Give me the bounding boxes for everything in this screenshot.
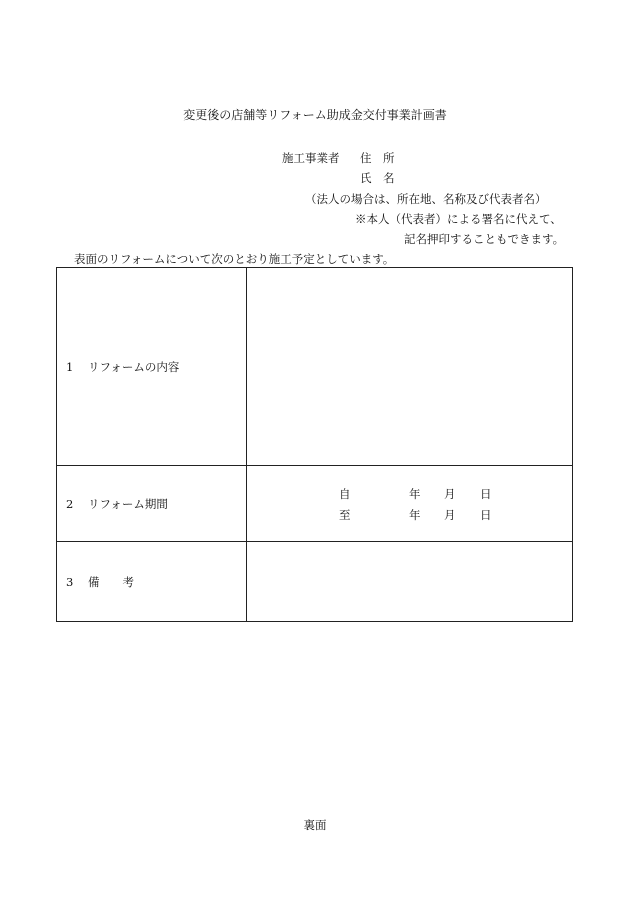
- row-label: [57, 542, 247, 622]
- address-label: 住 所: [360, 151, 395, 165]
- plan-table: [56, 267, 573, 622]
- row-number: 1: [66, 359, 74, 374]
- name-label: 氏 名: [360, 171, 395, 185]
- remarks-field[interactable]: [247, 542, 573, 622]
- period-block: [247, 466, 572, 541]
- row-label-text: 備 考: [88, 574, 134, 589]
- intro-text: 表面のリフォームについて次のとおり施工予定としています。: [74, 252, 395, 266]
- period-to-year: 年: [409, 508, 421, 522]
- corporation-note: （法人の場合は、所在地、名称及び代表者名）: [305, 192, 547, 206]
- period-to-month: 月: [444, 508, 456, 522]
- reform-period-field[interactable]: [247, 466, 573, 542]
- applicant-label: 施工事業者: [282, 151, 340, 165]
- reform-content-field[interactable]: [247, 268, 573, 466]
- table-row: [57, 542, 573, 622]
- document-title: 変更後の店舗等リフォーム助成金交付事業計画書: [183, 108, 447, 122]
- row-label-text: リフォームの内容: [88, 359, 180, 374]
- period-from-day: 日: [480, 487, 492, 501]
- row-label: [57, 466, 247, 542]
- table-row: [57, 466, 573, 542]
- row-label-text: リフォーム期間: [88, 496, 168, 511]
- period-from-month: 月: [444, 487, 456, 501]
- signature-note-line2: 記名押印することもできます。: [404, 232, 565, 246]
- period-from-label: 自: [339, 487, 351, 501]
- period-to-label: 至: [339, 508, 351, 522]
- period-from-year: 年: [409, 487, 421, 501]
- row-number: 3: [66, 574, 74, 589]
- signature-note-line1: ※本人（代表者）による署名に代えて、: [355, 212, 562, 226]
- row-label: [57, 268, 247, 466]
- page-footer: 裏面: [303, 818, 327, 832]
- period-to-day: 日: [480, 508, 492, 522]
- table-row: [57, 268, 573, 466]
- row-number: 2: [66, 496, 74, 511]
